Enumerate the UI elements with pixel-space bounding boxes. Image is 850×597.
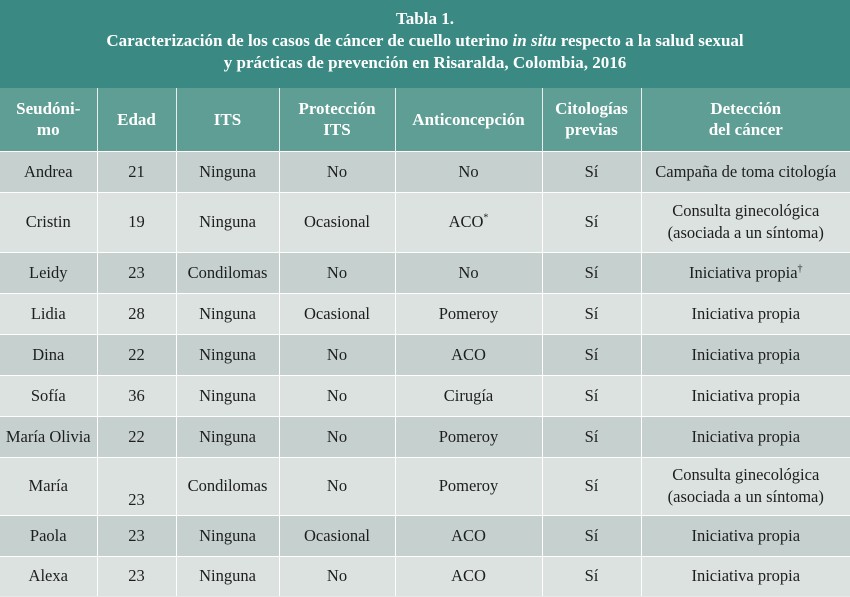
table-title-line-2: y prácticas de prevención en Risaralda, Colombia, 2016 — [223, 53, 627, 72]
cell-proteccion: No — [279, 556, 395, 596]
cell-proteccion: No — [279, 375, 395, 416]
cell-anticoncepcion: No — [395, 252, 542, 293]
cell-proteccion: No — [279, 416, 395, 457]
cell-deteccion: Iniciativa propia — [641, 293, 850, 334]
cell-edad: 23 — [97, 252, 176, 293]
cell-its: Ninguna — [176, 556, 279, 596]
cell-seudonimo: María — [0, 457, 97, 515]
cell-seudonimo: Leidy — [0, 252, 97, 293]
cell-deteccion: Iniciativa propia — [641, 416, 850, 457]
cell-citologias: Sí — [542, 416, 641, 457]
cell-deteccion: Consulta ginecológica (asociada a un síntoma) — [641, 457, 850, 515]
cell-deteccion: Consulta ginecológica (asociada a un síntoma) — [641, 192, 850, 252]
cell-citologias: Sí — [542, 375, 641, 416]
cell-proteccion: Ocasional — [279, 515, 395, 556]
cell-edad: 22 — [97, 334, 176, 375]
table-row — [0, 556, 850, 596]
cell-its: Ninguna — [176, 416, 279, 457]
cell-its: Condilomas — [176, 252, 279, 293]
cell-deteccion: Iniciativa propia — [641, 556, 850, 596]
table-row — [0, 293, 850, 334]
table-row — [0, 192, 850, 252]
cell-citologias: Sí — [542, 252, 641, 293]
header-row — [0, 88, 850, 151]
column-header: Detección del cáncer — [641, 88, 850, 151]
table-title-line-1: Caracterización de los casos de cáncer de cuello uterino in situ respecto a la salud sexual — [106, 31, 744, 50]
table-caption — [0, 0, 850, 88]
cell-proteccion: No — [279, 151, 395, 192]
cell-citologias: Sí — [542, 151, 641, 192]
cell-proteccion: No — [279, 334, 395, 375]
cell-proteccion: Ocasional — [279, 293, 395, 334]
cell-its: Ninguna — [176, 375, 279, 416]
cell-its: Ninguna — [176, 192, 279, 252]
column-header: Anticoncepción — [395, 88, 542, 151]
cell-seudonimo: Lidia — [0, 293, 97, 334]
cell-seudonimo: Dina — [0, 334, 97, 375]
cell-edad: 19 — [97, 192, 176, 252]
cell-citologias: Sí — [542, 192, 641, 252]
column-header: ITS — [176, 88, 279, 151]
footnote-mark: * — [483, 212, 489, 224]
cell-anticoncepcion: ACO — [395, 515, 542, 556]
cell-proteccion: No — [279, 252, 395, 293]
cell-anticoncepcion: Pomeroy — [395, 416, 542, 457]
cell-edad: 28 — [97, 293, 176, 334]
cell-anticoncepcion: Cirugía — [395, 375, 542, 416]
cell-seudonimo: Andrea — [0, 151, 97, 192]
cell-its: Ninguna — [176, 293, 279, 334]
table-row — [0, 334, 850, 375]
cell-anticoncepcion: ACO — [395, 556, 542, 596]
data-table — [0, 88, 850, 596]
cell-deteccion: Iniciativa propia — [641, 515, 850, 556]
cell-edad: 23 — [97, 556, 176, 596]
column-header: Edad — [97, 88, 176, 151]
table-row — [0, 151, 850, 192]
cell-its: Condilomas — [176, 457, 279, 515]
cell-citologias: Sí — [542, 556, 641, 596]
cell-proteccion: Ocasional — [279, 192, 395, 252]
cell-edad: 23 — [97, 457, 176, 515]
cell-citologias: Sí — [542, 457, 641, 515]
cell-deteccion: Iniciativa propia† — [641, 252, 850, 293]
cell-anticoncepcion: ACO — [395, 334, 542, 375]
table-number: Tabla 1. — [396, 9, 454, 28]
cell-its: Ninguna — [176, 515, 279, 556]
cell-anticoncepcion: No — [395, 151, 542, 192]
footnote-mark: † — [797, 263, 803, 274]
column-header: Citologías previas — [542, 88, 641, 151]
cell-citologias: Sí — [542, 515, 641, 556]
table-row — [0, 515, 850, 556]
table-row — [0, 457, 850, 515]
cell-seudonimo: María Olivia — [0, 416, 97, 457]
cell-edad: 36 — [97, 375, 176, 416]
cell-seudonimo: Cristin — [0, 192, 97, 252]
cell-seudonimo: Alexa — [0, 556, 97, 596]
cell-its: Ninguna — [176, 151, 279, 192]
cell-seudonimo: Paola — [0, 515, 97, 556]
table-row — [0, 252, 850, 293]
cell-deteccion: Campaña de toma citología — [641, 151, 850, 192]
cell-edad: 22 — [97, 416, 176, 457]
cell-proteccion: No — [279, 457, 395, 515]
cell-anticoncepcion: Pomeroy — [395, 293, 542, 334]
cell-deteccion: Iniciativa propia — [641, 375, 850, 416]
table-row — [0, 416, 850, 457]
cell-anticoncepcion: ACO* — [395, 192, 542, 252]
cell-citologias: Sí — [542, 293, 641, 334]
column-header: Seudóni- mo — [0, 88, 97, 151]
cell-edad: 23 — [97, 515, 176, 556]
cell-its: Ninguna — [176, 334, 279, 375]
cell-citologias: Sí — [542, 334, 641, 375]
column-header: Protección ITS — [279, 88, 395, 151]
table-row — [0, 375, 850, 416]
cell-seudonimo: Sofía — [0, 375, 97, 416]
cell-edad: 21 — [97, 151, 176, 192]
cell-deteccion: Iniciativa propia — [641, 334, 850, 375]
cell-anticoncepcion: Pomeroy — [395, 457, 542, 515]
